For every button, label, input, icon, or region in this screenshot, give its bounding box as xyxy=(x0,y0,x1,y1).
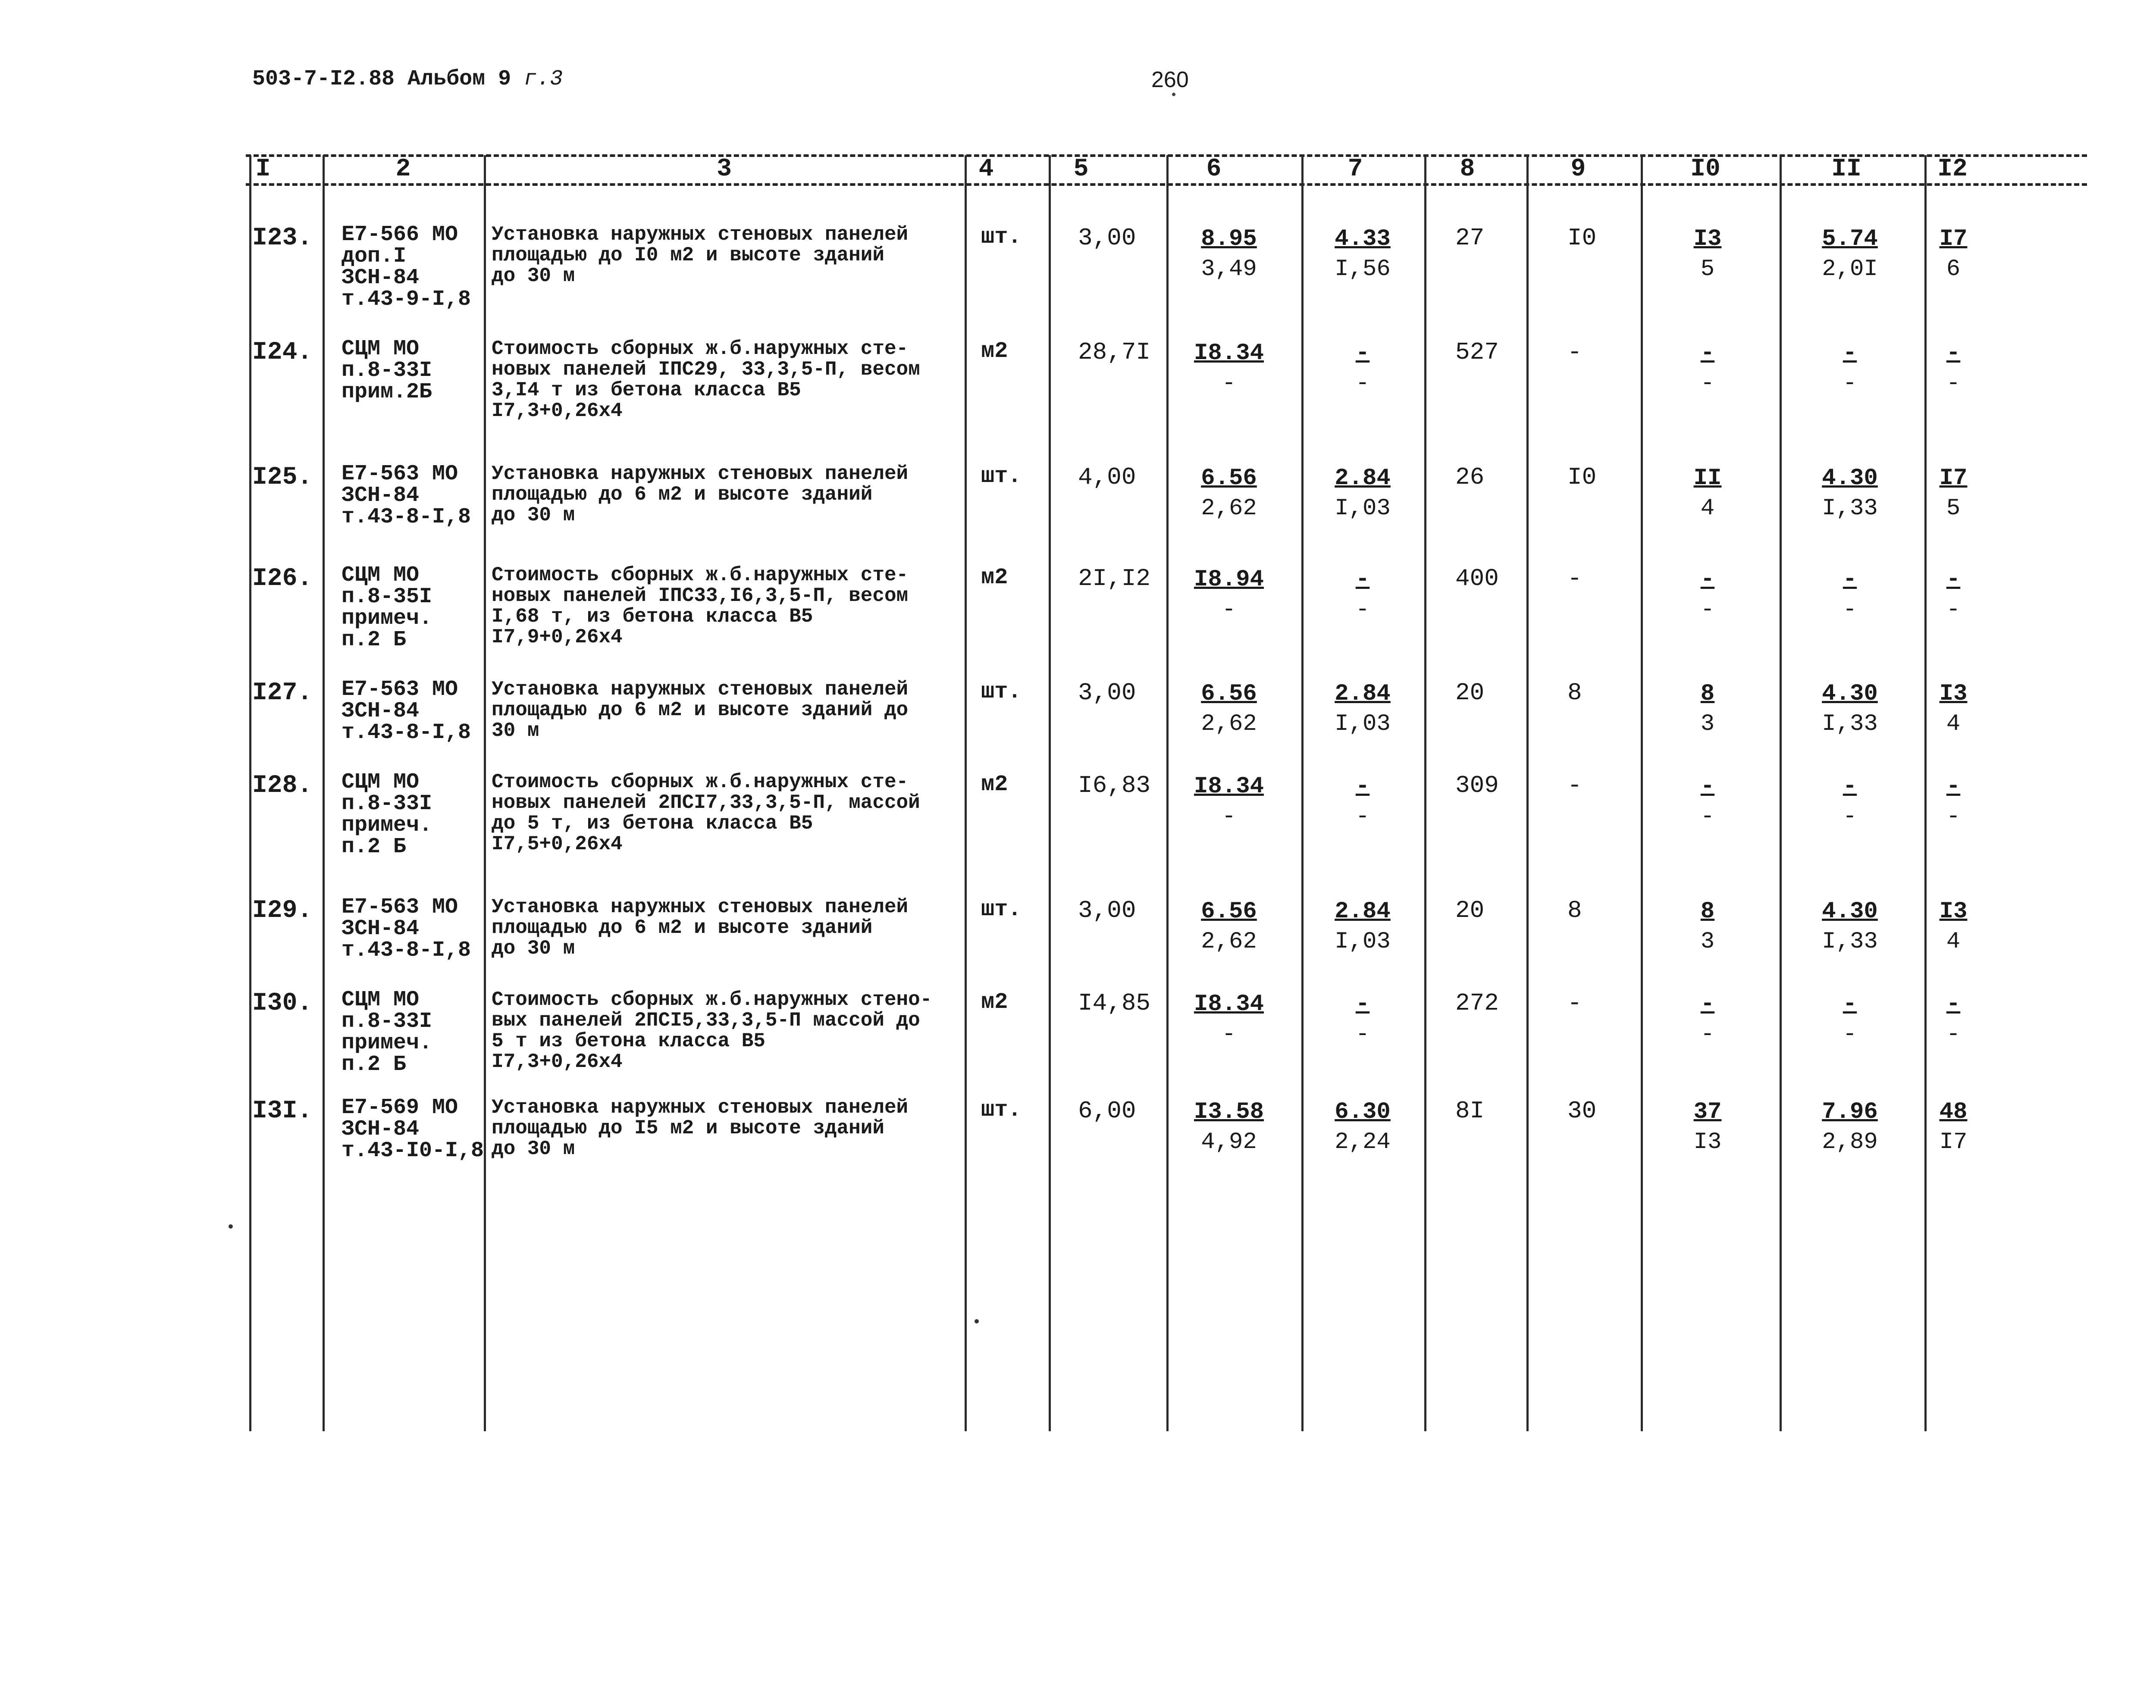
work-description-line: вых панелей 2ПСI5,33,3,5-П массой до xyxy=(492,1009,920,1032)
col10-value-bottom: - xyxy=(1700,1021,1715,1048)
col10-value-bottom: 4 xyxy=(1700,495,1715,522)
work-description xyxy=(492,679,957,741)
work-description-line: Стоимость сборных ж.б.наружных сте- xyxy=(492,564,909,586)
col12-value-top: - xyxy=(1946,773,1961,800)
norm-code xyxy=(342,463,471,528)
col12-value-top: 48 xyxy=(1939,1099,1968,1125)
col10-value xyxy=(1669,989,1746,1050)
work-description-line: до 30 м xyxy=(492,937,575,960)
norm-code-line: ЗСН-84 xyxy=(342,483,420,508)
column-header: 3 xyxy=(717,155,732,183)
col11-value-top: - xyxy=(1843,566,1857,593)
quantity: 6,00 xyxy=(1078,1097,1136,1125)
work-description xyxy=(492,772,957,854)
norm-code-line: п.2 Б xyxy=(342,628,407,652)
col11-value xyxy=(1794,224,1906,285)
col6-value xyxy=(1177,224,1281,285)
norm-code-line: доп.I xyxy=(342,244,407,269)
col11-value-top: - xyxy=(1843,340,1857,366)
col6-value-top: 8.95 xyxy=(1201,226,1257,252)
work-description-line: площадью до I0 м2 и высоте зданий xyxy=(492,244,884,266)
col12-value xyxy=(1927,989,1979,1050)
norm-code-line: Е7-563 МО xyxy=(342,462,458,486)
col7-value xyxy=(1311,772,1414,832)
col10-value-bottom: 3 xyxy=(1700,711,1715,737)
work-description-line: новых панелей 2ПСI7,33,3,5-П, массой xyxy=(492,791,920,814)
col9-value: - xyxy=(1567,338,1582,366)
col7-value xyxy=(1311,338,1414,399)
col10-value-bottom: 5 xyxy=(1700,256,1715,282)
norm-code-line: т.43-9-I,8 xyxy=(342,287,471,312)
column-divider xyxy=(1424,155,1426,1431)
col7-value-bottom: - xyxy=(1355,597,1370,623)
work-description-line: до 30 м xyxy=(492,1138,575,1160)
unit: м2 xyxy=(981,989,1008,1015)
col9-value: I0 xyxy=(1567,463,1597,491)
column-header: 7 xyxy=(1348,155,1363,183)
scan-speck xyxy=(229,1224,233,1229)
norm-code-line: примеч. xyxy=(342,1031,432,1055)
col11-value-bottom: 2,0I xyxy=(1822,256,1878,282)
column-header: II xyxy=(1831,155,1861,183)
norm-code xyxy=(342,679,471,744)
col7-value-top: - xyxy=(1355,991,1370,1017)
col8-value: 272 xyxy=(1455,989,1499,1017)
col11-value xyxy=(1794,679,1906,739)
scan-speck xyxy=(975,1319,979,1323)
row-number: I25. xyxy=(252,463,313,491)
work-description-line: I7,9+0,26х4 xyxy=(492,626,623,648)
col11-value-top: - xyxy=(1843,773,1857,800)
col10-value-top: 8 xyxy=(1700,898,1715,925)
col6-value-top: 6.56 xyxy=(1201,898,1257,925)
col12-value-top: I7 xyxy=(1939,465,1968,491)
col10-value xyxy=(1669,772,1746,832)
unit: шт. xyxy=(981,679,1022,704)
col7-value-bottom: - xyxy=(1355,804,1370,830)
norm-code-line: примеч. xyxy=(342,606,432,631)
document-code-handwritten: г.3 xyxy=(524,67,563,91)
column-divider xyxy=(1301,155,1304,1431)
row-number: I29. xyxy=(252,897,313,925)
row-number: I23. xyxy=(252,224,313,252)
col6-value xyxy=(1177,897,1281,957)
norm-code-line: Е7-563 МО xyxy=(342,677,458,702)
col7-value-top: 2.84 xyxy=(1335,465,1391,491)
col9-value: - xyxy=(1567,772,1582,799)
norm-code-line: т.43-8-I,8 xyxy=(342,720,471,745)
col9-value: I0 xyxy=(1567,224,1597,252)
column-divider xyxy=(323,155,325,1431)
work-description-line: 30 м xyxy=(492,719,539,742)
quantity: 28,7I xyxy=(1078,338,1151,366)
col6-value-bottom: - xyxy=(1222,804,1236,830)
col6-value xyxy=(1177,338,1281,399)
col9-value: 8 xyxy=(1567,897,1582,924)
work-description-line: площадью до 6 м2 и высоте зданий xyxy=(492,483,873,506)
row-number: I24. xyxy=(252,338,313,366)
col11-value xyxy=(1794,463,1906,524)
document-code-text: 503-7-I2.88 Альбом 9 xyxy=(252,67,511,91)
norm-code-line: СЦМ МО xyxy=(342,770,420,795)
row-number: I26. xyxy=(252,565,313,593)
col7-value xyxy=(1311,989,1414,1050)
col10-value-bottom: I3 xyxy=(1693,1129,1722,1155)
column-divider xyxy=(1049,155,1051,1431)
col10-value-top: - xyxy=(1700,773,1715,800)
norm-code-line: п.2 Б xyxy=(342,835,407,859)
col6-value xyxy=(1177,565,1281,625)
col12-value xyxy=(1927,565,1979,625)
norm-code xyxy=(342,1097,484,1162)
column-divider xyxy=(484,155,486,1431)
unit: м2 xyxy=(981,772,1008,797)
col7-value-bottom: I,56 xyxy=(1335,256,1391,282)
work-description xyxy=(492,565,957,648)
col12-value xyxy=(1927,679,1979,739)
col7-value xyxy=(1311,1097,1414,1157)
column-header: I2 xyxy=(1937,155,1968,183)
col10-value-bottom: - xyxy=(1700,804,1715,830)
row-number: I30. xyxy=(252,989,313,1017)
col10-value-top: I3 xyxy=(1693,226,1722,252)
document-code xyxy=(252,67,563,91)
work-description-line: площадью до I5 м2 и высоте зданий xyxy=(492,1117,884,1139)
work-description-line: Установка наружных стеновых панелей xyxy=(492,1096,909,1119)
work-description xyxy=(492,897,957,959)
col9-value: 8 xyxy=(1567,679,1582,707)
col7-value-top: - xyxy=(1355,340,1370,366)
norm-code-line: т.43-I0-I,8 xyxy=(342,1139,484,1163)
norm-code-line: ЗСН-84 xyxy=(342,699,420,723)
work-description-line: площадью до 6 м2 и высоте зданий до xyxy=(492,699,909,721)
col11-value xyxy=(1794,772,1906,832)
column-header: I0 xyxy=(1690,155,1720,183)
col11-value xyxy=(1794,565,1906,625)
norm-code-line: т.43-8-I,8 xyxy=(342,938,471,963)
col7-value-top: - xyxy=(1355,566,1370,593)
col8-value: 8I xyxy=(1455,1097,1485,1125)
col12-value-bottom: I7 xyxy=(1939,1129,1968,1155)
col10-value-top: - xyxy=(1700,340,1715,366)
col10-value-top: II xyxy=(1693,465,1722,491)
row-number: I3I. xyxy=(252,1097,313,1125)
col11-value xyxy=(1794,897,1906,957)
col8-value: 527 xyxy=(1455,338,1499,366)
col6-value-bottom: 2,62 xyxy=(1201,929,1257,955)
col7-value xyxy=(1311,463,1414,524)
column-divider xyxy=(1924,155,1927,1431)
col10-value-bottom: 3 xyxy=(1700,929,1715,955)
col6-value-bottom: 3,49 xyxy=(1201,256,1257,282)
norm-code-line: п.8-33I xyxy=(342,791,432,816)
work-description-line: 3,I4 т из бетона класса В5 xyxy=(492,379,801,401)
col7-value-bottom: 2,24 xyxy=(1335,1129,1391,1155)
col11-value-top: 4.30 xyxy=(1822,681,1878,707)
col12-value-top: I3 xyxy=(1939,898,1968,925)
col11-value xyxy=(1794,1097,1906,1157)
work-description-line: Стоимость сборных ж.б.наружных стено- xyxy=(492,989,932,1011)
col10-value xyxy=(1669,224,1746,285)
column-header: 9 xyxy=(1570,155,1586,183)
column-header: I xyxy=(255,155,271,183)
norm-code-line: п.2 Б xyxy=(342,1052,407,1077)
col11-value-bottom: I,33 xyxy=(1822,495,1878,522)
column-divider xyxy=(965,155,967,1431)
norm-code xyxy=(342,897,471,961)
norm-code xyxy=(342,772,432,858)
col6-value xyxy=(1177,772,1281,832)
col12-value xyxy=(1927,1097,1979,1157)
col11-value-bottom: - xyxy=(1843,370,1857,397)
norm-code xyxy=(342,989,432,1076)
col7-value-top: 6.30 xyxy=(1335,1099,1391,1125)
col12-value-bottom: 4 xyxy=(1946,929,1961,955)
col12-value-top: I7 xyxy=(1939,226,1968,252)
col11-value-bottom: - xyxy=(1843,597,1857,623)
norm-code xyxy=(342,565,432,651)
work-description-line: до 5 т, из бетона класса В5 xyxy=(492,812,813,835)
col12-value-bottom: - xyxy=(1946,804,1961,830)
col6-value-top: I8.34 xyxy=(1194,991,1264,1017)
norm-code-line: СЦМ МО xyxy=(342,988,420,1012)
col7-value-top: 2.84 xyxy=(1335,898,1391,925)
norm-code-line: ЗСН-84 xyxy=(342,917,420,941)
unit: шт. xyxy=(981,224,1022,250)
column-divider xyxy=(1641,155,1643,1431)
quantity: I4,85 xyxy=(1078,989,1151,1017)
col6-value-bottom: - xyxy=(1222,370,1236,397)
col11-value-bottom: I,33 xyxy=(1822,711,1878,737)
unit: м2 xyxy=(981,338,1008,364)
col11-value-top: 4.30 xyxy=(1822,898,1878,925)
col6-value-top: 6.56 xyxy=(1201,681,1257,707)
col10-value-top: 37 xyxy=(1693,1099,1722,1125)
col10-value xyxy=(1669,897,1746,957)
col7-value xyxy=(1311,565,1414,625)
quantity: 3,00 xyxy=(1078,224,1136,252)
work-description-line: 5 т из бетона класса В5 xyxy=(492,1030,765,1052)
column-divider xyxy=(249,155,251,1431)
work-description-line: Установка наружных стеновых панелей xyxy=(492,223,909,246)
col6-value-bottom: 4,92 xyxy=(1201,1129,1257,1155)
work-description-line: до 30 м xyxy=(492,265,575,287)
norm-code-line: СЦМ МО xyxy=(342,337,420,361)
col6-value xyxy=(1177,989,1281,1050)
col12-value xyxy=(1927,463,1979,524)
col6-value-bottom: 2,62 xyxy=(1201,495,1257,522)
col7-value-top: 4.33 xyxy=(1335,226,1391,252)
col8-value: 20 xyxy=(1455,679,1485,707)
norm-code-line: ЗСН-84 xyxy=(342,1117,420,1142)
work-description xyxy=(492,463,957,526)
norm-code xyxy=(342,224,471,310)
quantity: I6,83 xyxy=(1078,772,1151,799)
norm-code-line: Е7-569 МО xyxy=(342,1095,458,1120)
norm-code-line: ЗСН-84 xyxy=(342,266,420,290)
work-description-line: Стоимость сборных ж.б.наружных сте- xyxy=(492,771,909,793)
work-description xyxy=(492,1097,957,1159)
col10-value-top: 8 xyxy=(1700,681,1715,707)
col6-value xyxy=(1177,679,1281,739)
col10-value xyxy=(1669,338,1746,399)
col12-value-bottom: - xyxy=(1946,370,1961,397)
col6-value xyxy=(1177,463,1281,524)
norm-code xyxy=(342,338,432,403)
col7-value-bottom: I,03 xyxy=(1335,711,1391,737)
col6-value-top: I8.34 xyxy=(1194,773,1264,800)
norm-code-line: п.8-33I xyxy=(342,358,432,383)
norm-code-line: Е7-563 МО xyxy=(342,895,458,920)
quantity: 2I,I2 xyxy=(1078,565,1151,592)
column-header: 5 xyxy=(1073,155,1089,183)
col12-value xyxy=(1927,897,1979,957)
col7-value-top: - xyxy=(1355,773,1370,800)
col12-value-bottom: - xyxy=(1946,1021,1961,1048)
col6-value-top: 6.56 xyxy=(1201,465,1257,491)
work-description-line: I,68 т, из бетона класса В5 xyxy=(492,605,813,628)
quantity: 3,00 xyxy=(1078,897,1136,924)
work-description-line: Стоимость сборных ж.б.наружных сте- xyxy=(492,338,909,360)
col6-value-bottom: - xyxy=(1222,597,1236,623)
col10-value-top: - xyxy=(1700,991,1715,1017)
work-description-line: I7,3+0,26х4 xyxy=(492,400,623,422)
col10-value-top: - xyxy=(1700,566,1715,593)
quantity: 4,00 xyxy=(1078,463,1136,491)
col10-value-bottom: - xyxy=(1700,370,1715,397)
norm-code-line: п.8-35I xyxy=(342,585,432,609)
work-description-line: Установка наружных стеновых панелей xyxy=(492,678,909,701)
col11-value xyxy=(1794,338,1906,399)
column-divider xyxy=(1780,155,1782,1431)
norm-code-line: Е7-566 МО xyxy=(342,222,458,247)
col12-value-bottom: 6 xyxy=(1946,256,1961,282)
work-description-line: новых панелей IПС29, 33,3,5-П, весом xyxy=(492,358,920,381)
col9-value: - xyxy=(1567,989,1582,1017)
unit: шт. xyxy=(981,897,1022,922)
col6-value-top: I8.94 xyxy=(1194,566,1264,593)
work-description-line: площадью до 6 м2 и высоте зданий xyxy=(492,917,873,939)
unit: шт. xyxy=(981,463,1022,489)
work-description xyxy=(492,224,957,286)
col11-value-top: - xyxy=(1843,991,1857,1017)
column-header: 6 xyxy=(1206,155,1222,183)
row-number: I28. xyxy=(252,772,313,800)
col10-value xyxy=(1669,679,1746,739)
col9-value: 30 xyxy=(1567,1097,1597,1125)
col10-value xyxy=(1669,565,1746,625)
work-description xyxy=(492,989,957,1072)
col11-value-bottom: - xyxy=(1843,804,1857,830)
norm-code-line: прим.2Б xyxy=(342,380,432,404)
col8-value: 27 xyxy=(1455,224,1485,252)
col7-value-bottom: - xyxy=(1355,1021,1370,1048)
col6-value-bottom: - xyxy=(1222,1021,1236,1048)
norm-code-line: примеч. xyxy=(342,813,432,838)
col8-value: 26 xyxy=(1455,463,1485,491)
work-description-line: Установка наружных стеновых панелей xyxy=(492,463,909,485)
work-description-line: I7,5+0,26х4 xyxy=(492,833,623,855)
col11-value-top: 7.96 xyxy=(1822,1099,1878,1125)
work-description-line: Установка наружных стеновых панелей xyxy=(492,896,909,918)
col10-value xyxy=(1669,1097,1746,1157)
col11-value-bottom: 2,89 xyxy=(1822,1129,1878,1155)
col8-value: 20 xyxy=(1455,897,1485,924)
row-number: I27. xyxy=(252,679,313,707)
col7-value xyxy=(1311,224,1414,285)
col9-value: - xyxy=(1567,565,1582,592)
col6-value-bottom: 2,62 xyxy=(1201,711,1257,737)
norm-code-line: п.8-33I xyxy=(342,1009,432,1034)
col6-value xyxy=(1177,1097,1281,1157)
col10-value xyxy=(1669,463,1746,524)
col12-value-bottom: - xyxy=(1946,597,1961,623)
page-number: 260 xyxy=(1151,67,1189,92)
col11-value-top: 5.74 xyxy=(1822,226,1878,252)
col11-value-top: 4.30 xyxy=(1822,465,1878,491)
work-description-line: I7,3+0,26х4 xyxy=(492,1051,623,1073)
work-description-line: новых панелей IПС33,I6,3,5-П, весом xyxy=(492,585,909,607)
col11-value-bottom: I,33 xyxy=(1822,929,1878,955)
quantity: 3,00 xyxy=(1078,679,1136,707)
column-header: 8 xyxy=(1460,155,1475,183)
scan-speck xyxy=(1172,93,1175,96)
col6-value-top: I3.58 xyxy=(1194,1099,1264,1125)
col12-value xyxy=(1927,338,1979,399)
col12-value-bottom: 4 xyxy=(1946,711,1961,737)
col8-value: 400 xyxy=(1455,565,1499,592)
column-header: 4 xyxy=(978,155,994,183)
col12-value-top: - xyxy=(1946,566,1961,593)
column-header: 2 xyxy=(395,155,411,183)
work-description-line: до 30 м xyxy=(492,504,575,526)
col10-value-bottom: - xyxy=(1700,597,1715,623)
unit: шт. xyxy=(981,1097,1022,1123)
col12-value xyxy=(1927,224,1979,285)
col6-value-top: I8.34 xyxy=(1194,340,1264,366)
col7-value-top: 2.84 xyxy=(1335,681,1391,707)
norm-code-line: т.43-8-I,8 xyxy=(342,505,471,529)
col7-value-bottom: I,03 xyxy=(1335,929,1391,955)
col7-value xyxy=(1311,679,1414,739)
col12-value-top: - xyxy=(1946,340,1961,366)
col12-value-top: - xyxy=(1946,991,1961,1017)
col12-value-top: I3 xyxy=(1939,681,1968,707)
col7-value-bottom: I,03 xyxy=(1335,495,1391,522)
work-description xyxy=(492,338,957,421)
column-divider xyxy=(1526,155,1529,1431)
norm-code-line: СЦМ МО xyxy=(342,563,420,588)
column-divider xyxy=(1166,155,1169,1431)
unit: м2 xyxy=(981,565,1008,590)
col11-value-bottom: - xyxy=(1843,1021,1857,1048)
col7-value xyxy=(1311,897,1414,957)
col7-value-bottom: - xyxy=(1355,370,1370,397)
col11-value xyxy=(1794,989,1906,1050)
col8-value: 309 xyxy=(1455,772,1499,799)
col12-value-bottom: 5 xyxy=(1946,495,1961,522)
col12-value xyxy=(1927,772,1979,832)
